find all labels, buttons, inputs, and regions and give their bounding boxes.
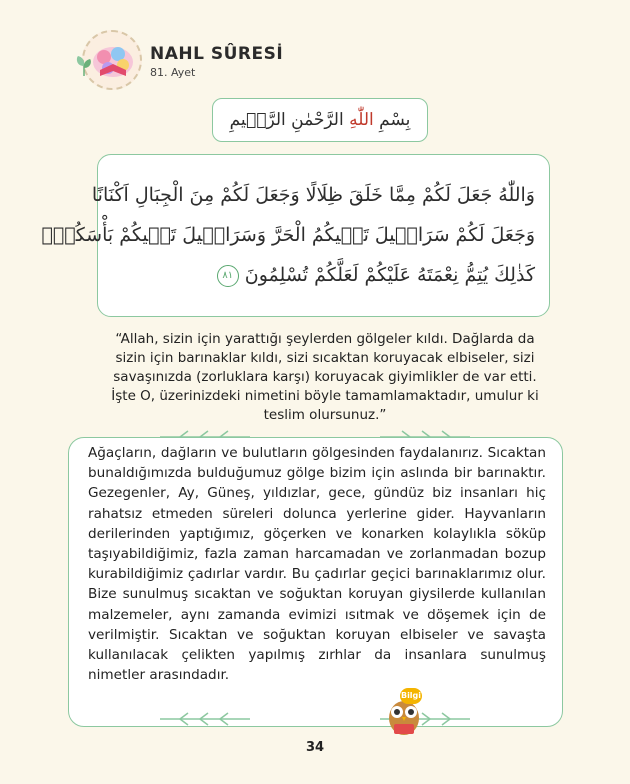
basmala-allah: اللّٰهِ — [349, 110, 374, 130]
arabic-line-3 — [112, 255, 535, 295]
book-icon — [90, 40, 136, 82]
commentary-text: Ağaçların, dağların ve bulutların gölgesinden faydalanırız. Sıcaktan bunaldığımızda bulduğumuz gölge bizim için aslında bir barınaktır. Gezegenler, Ay, Güneş, yıldızlar, gece, gündüz biz insanları hiç rahatsız etmeden süreleri dolunca yerlerine gider. Hayvanların derilerinden yaptığımız, göçerken ve konarken kolaylıkla söküp taşıyabildiğimiz, fazla zaman harcamadan ve zorlanmadan bozup kurabildiğimiz çadırlar vardır. Bu çadırlar geçici barınaklarımız olur. Bize sunulmuş sıcaktan ve soğuktan koruyan giysilerde kullanılan malzemeler, aynı zamanda evimizi ısıtmak ve döşemek için de verilmiştir. Sıcaktan ve soğuktan koruyan elbiseler ve savaşta kullanılacak çelikten yapılmış zırhlar da insanlara sunulmuş nimetler arasındadır. — [88, 445, 546, 684]
basmala-panel — [212, 98, 428, 142]
info-badge: Bilgi — [400, 688, 422, 704]
basmala-part2: الرَّحْمٰنِ الرَّح۪يمِ — [229, 110, 350, 130]
arabic-line-3-text: كَذٰلِكَ يُتِمُّ نِعْمَتَهُ عَلَيْكُمْ لَعَلَّكُمْ تُسْلِمُونَ — [244, 264, 535, 286]
page-header — [0, 0, 630, 92]
basmala-part1: بِسْمِ — [373, 110, 411, 130]
page-title: NAHL SÛRESİ — [150, 44, 284, 64]
page-number: 34 — [305, 740, 325, 755]
verse-number: 81. Ayet — [150, 66, 196, 79]
arabic-line-1: وَاللّٰهُ جَعَلَ لَكُمْ مِمَّا خَلَقَ ظِلَالًا وَجَعَلَ لَكُمْ مِنَ الْجِبَالِ اَكْنَانًا — [91, 184, 535, 206]
arabic-line-2: وَجَعَلَ لَكُمْ سَرَاب۪يلَ تَق۪يكُمُ الْحَرَّ وَسَرَاب۪يلَ تَق۪يكُمْ بَأْسَكُمْۜ — [41, 224, 535, 246]
ayah-number-marker: ٨١ — [217, 265, 239, 287]
arabic-verse-panel — [41, 154, 550, 317]
verse-translation: “Allah, sizin için yarattığı şeylerden gölgeler kıldı. Dağlarda da sizin için barınaklar kıldı, sizi sıcaktan koruyacak elbiseler, sizi savaşınızda (zorluklara karşı) koruyacak giyimlikler de var etti. İşte O, üzerinizdeki nimetini böyle tamamlamaktadır, umulur ki teslim olursunuz.” — [111, 331, 539, 423]
leaf-icon — [74, 54, 94, 76]
